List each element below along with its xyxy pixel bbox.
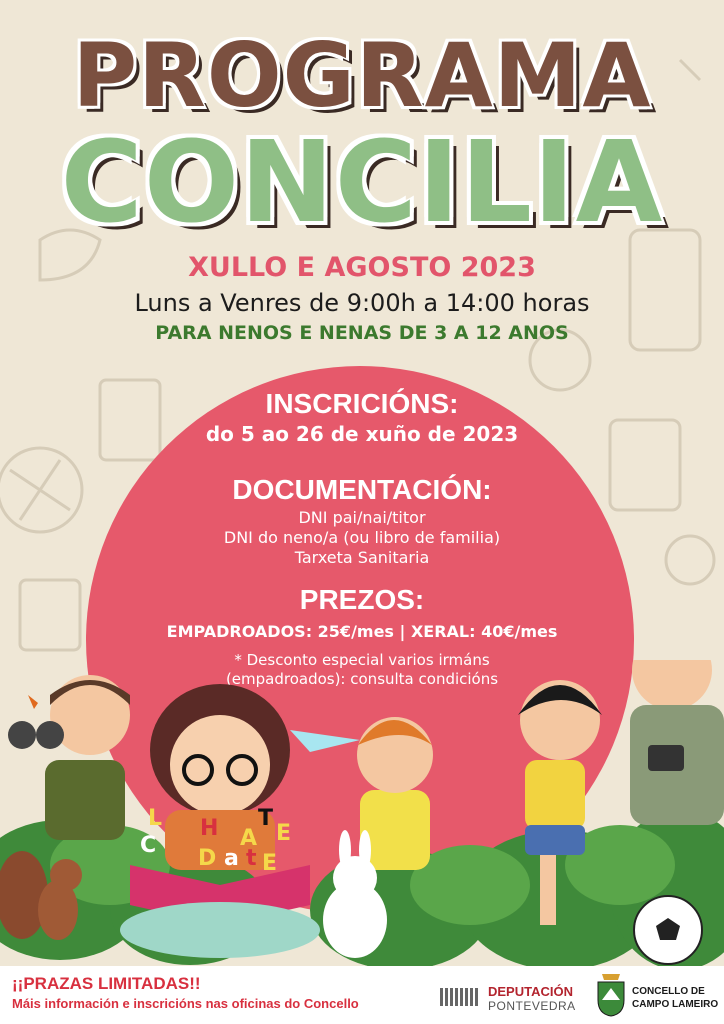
boy-binoculars: [8, 675, 130, 840]
documentation-heading: DOCUMENTACIÓN:: [232, 474, 492, 505]
documentation-item: DNI do neno/a (ou libro de familia): [223, 528, 501, 547]
documentation-item: Tarxeta Sanitaria: [294, 548, 430, 567]
letter: H: [200, 816, 219, 841]
letter: A: [240, 826, 258, 851]
deputacion-place: PONTEVEDRA: [488, 999, 576, 1013]
program-hours: Luns a Venres de 9:00h a 14:00 horas: [134, 289, 590, 317]
concello-place: CAMPO LAMEIRO: [632, 999, 719, 1010]
prices-heading: PREZOS:: [299, 584, 425, 615]
limited-places: ¡¡PRAZAS LIMITADAS!!: [12, 974, 201, 993]
footer-info: Máis información e inscricións nas oficinas do Concello: [12, 996, 359, 1011]
program-dates: XULLO E AGOSTO 2023: [188, 252, 536, 283]
deputacion-logo: [440, 984, 576, 1014]
title-concilia: CONCILIA: [60, 118, 664, 248]
deputacion-icon: [440, 986, 482, 1008]
letter: T: [258, 806, 274, 831]
inscriptions-heading: INSCRICIÓNS:: [265, 388, 459, 419]
letter: D: [198, 846, 217, 871]
program-ages: PARA NENOS E NENAS DE 3 A 12 ANOS: [155, 322, 569, 344]
letter: E: [262, 851, 278, 876]
crest-icon: [596, 970, 626, 1018]
concello-logo: [596, 970, 724, 1022]
soccer-ball: [634, 896, 702, 964]
letter: E: [276, 821, 292, 846]
title-programa: PROGRAMA: [72, 24, 652, 127]
discount-note-detail: (empadroados): consulta condicións: [225, 670, 499, 688]
children-illustration: [0, 660, 724, 966]
discount-note: * Desconto especial varios irmáns: [234, 651, 490, 669]
footer: [0, 966, 724, 1024]
concello-name: CONCELLO DE: [632, 986, 705, 997]
letter: C: [140, 833, 157, 858]
letter: a: [224, 846, 239, 871]
letter: t: [246, 846, 257, 871]
deputacion-name: DEPUTACIÓN: [488, 984, 573, 999]
documentation-item: DNI pai/nai/titor: [298, 508, 426, 527]
letter: L: [148, 806, 163, 831]
inscriptions-dates: do 5 ao 26 de xuño de 2023: [205, 422, 519, 446]
boy-camera: [630, 660, 724, 825]
prices-line: EMPADROADOS: 25€/mes | XERAL: 40€/mes: [166, 622, 558, 641]
